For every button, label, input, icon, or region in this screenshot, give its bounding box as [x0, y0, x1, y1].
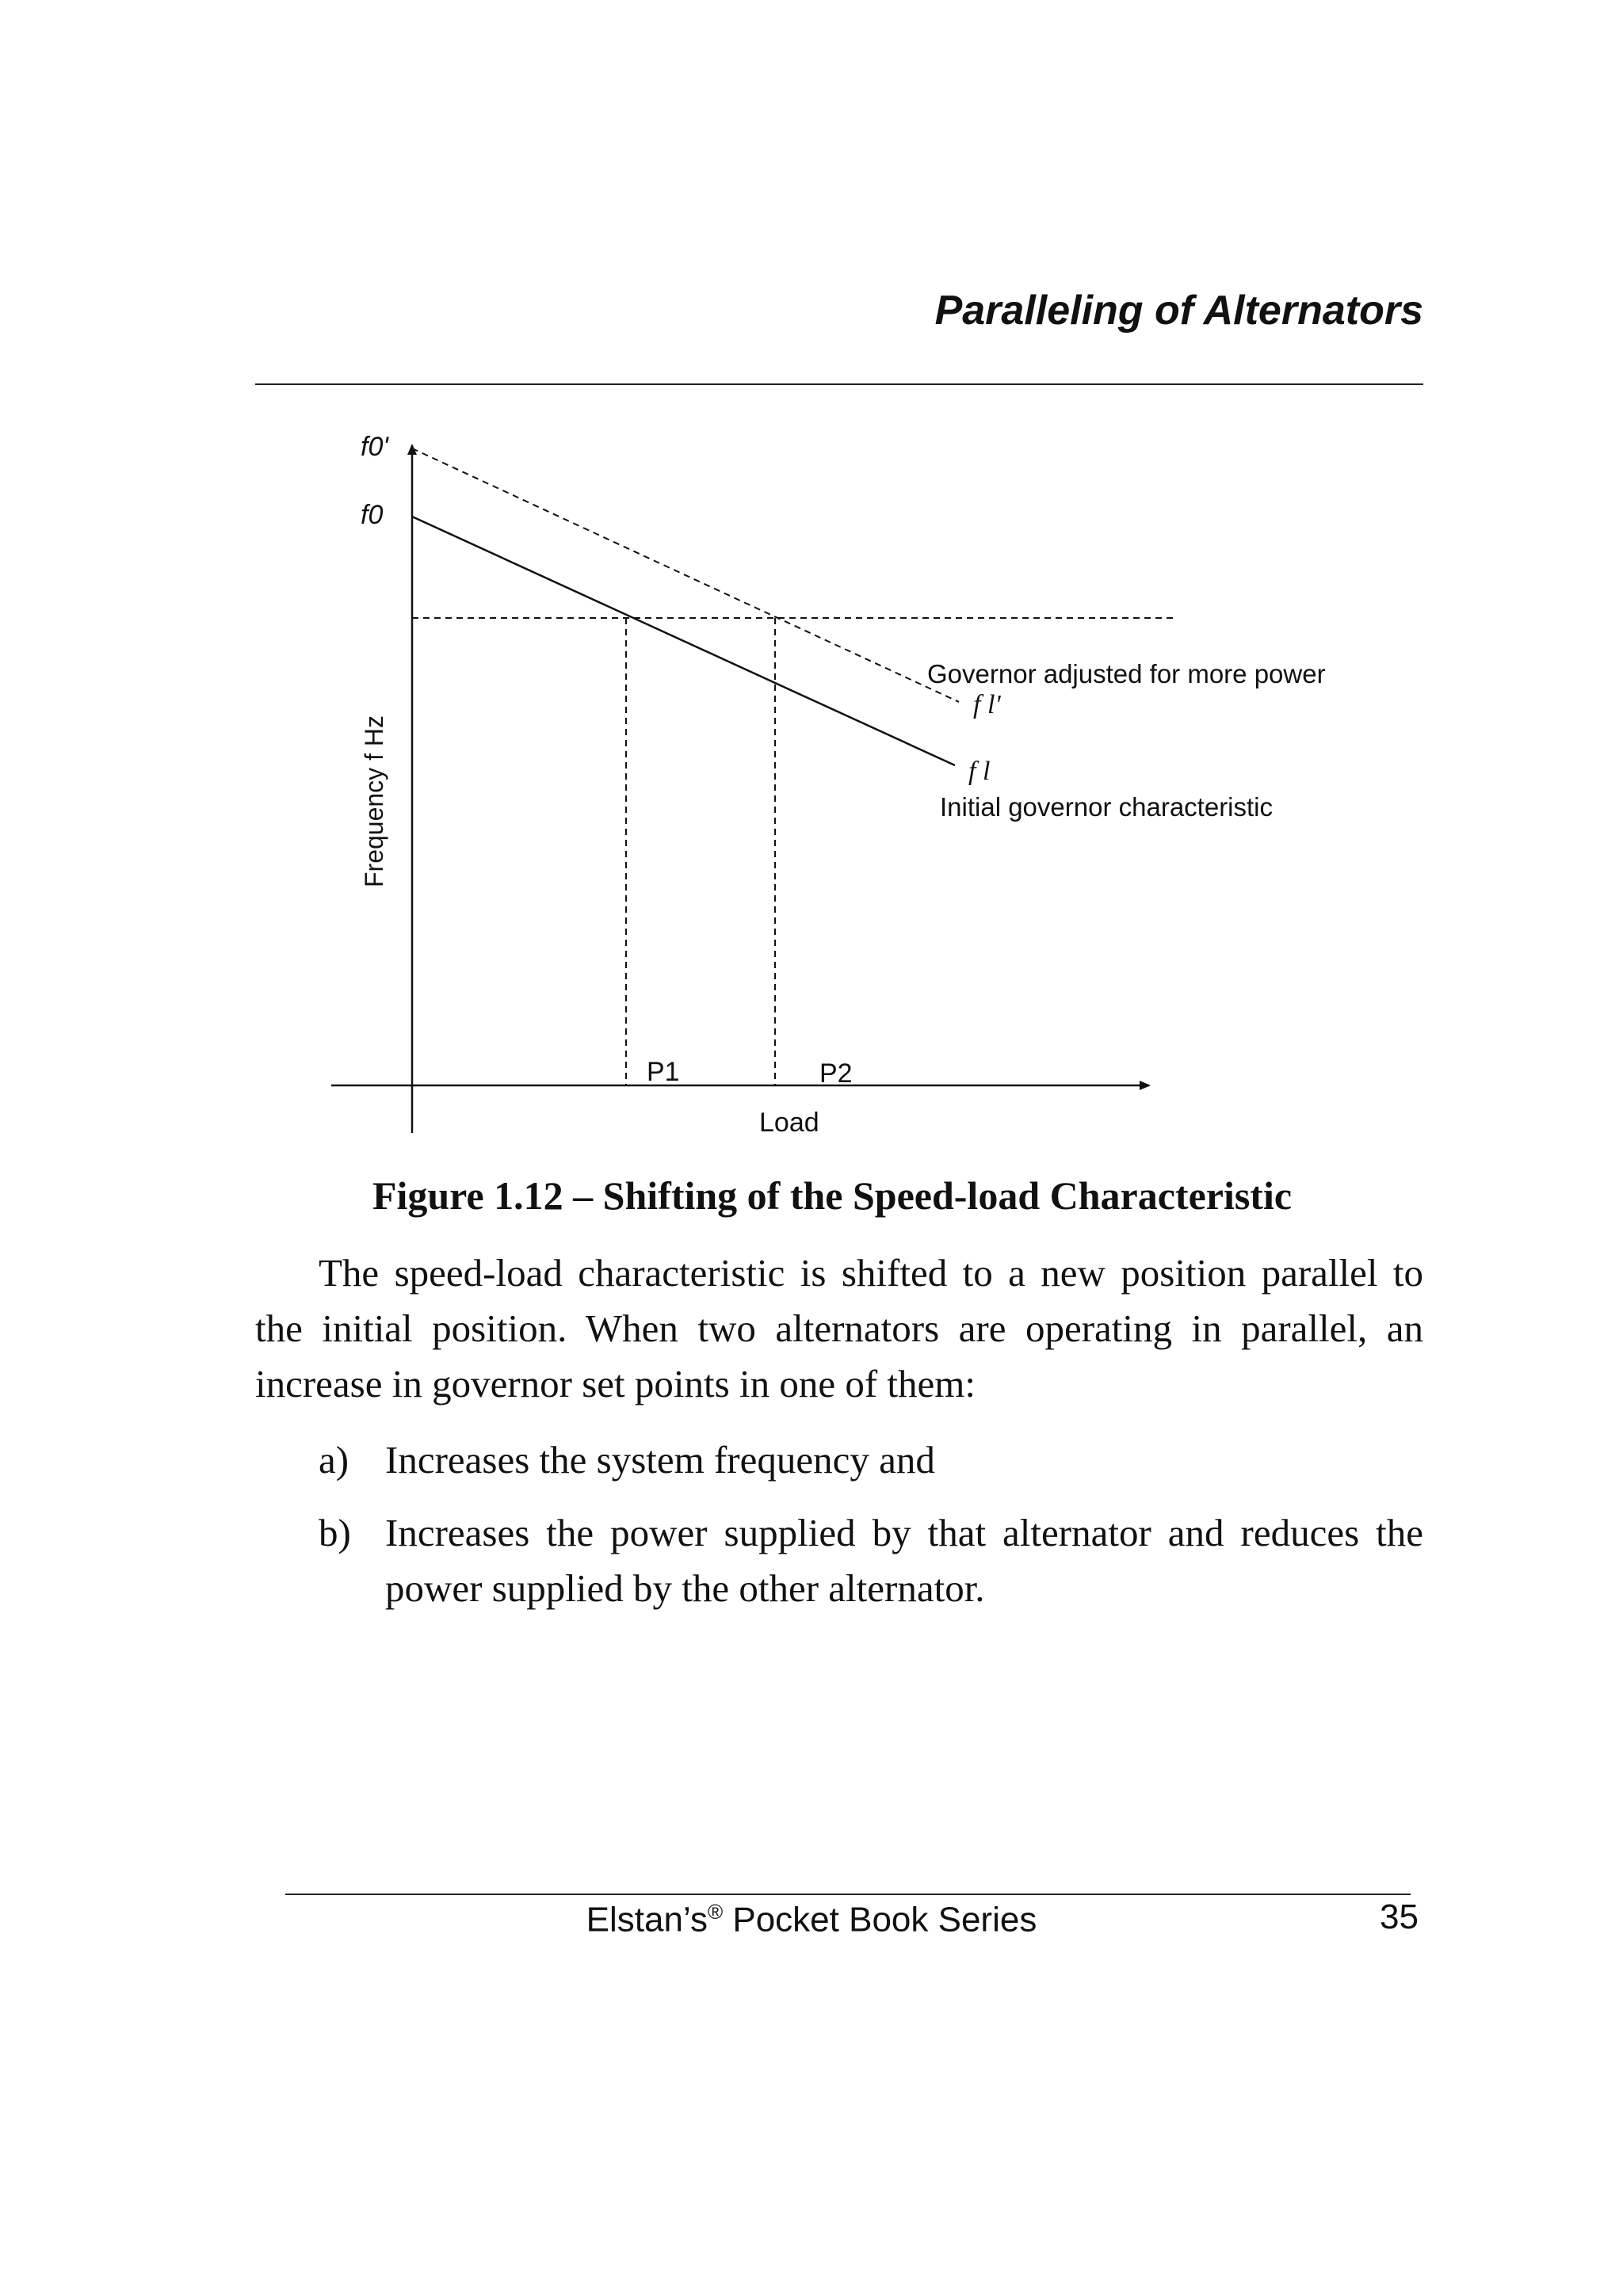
f0-prime-label: f0' — [361, 432, 388, 462]
initial-characteristic-line — [412, 517, 955, 765]
list-text: Increases the system frequency and — [385, 1438, 935, 1482]
footer-rule — [285, 1894, 1411, 1895]
initial-line-caption: Initial governor characteristic — [940, 792, 1274, 822]
p1-label: P1 — [647, 1057, 680, 1087]
body-paragraph: The speed-load characteristic is shifted to a new position parallel to the initial position. When two alternators are operating in parallel, an increase in governor set points in one of them: — [255, 1251, 1423, 1405]
fl-label: f l — [968, 757, 991, 786]
x-axis-title: Load — [759, 1108, 819, 1138]
list-item — [319, 1432, 1423, 1488]
list-text: Increases the power supplied by that alternator and reduces the power supplied by the other alternator. — [385, 1511, 1423, 1610]
running-title: Paralleling of Alternators — [934, 288, 1423, 334]
p2-label: P2 — [819, 1058, 853, 1089]
series-suffix: Pocket Book Series — [732, 1900, 1037, 1939]
figure-caption: Figure 1.12 – Shifting of the Speed-load Characteristic — [372, 1173, 1293, 1218]
list-marker: a) — [319, 1438, 349, 1482]
adjusted-characteristic-line — [412, 448, 959, 702]
y-axis-title: Frequency f Hz — [360, 715, 388, 887]
page-number: 35 — [1380, 1897, 1419, 1936]
list-marker: b) — [319, 1511, 351, 1554]
fl-prime-label: f l' — [973, 690, 1001, 719]
registered-mark: ® — [707, 1900, 724, 1924]
series-name: Elstan’s — [586, 1900, 708, 1939]
adjusted-line-caption: Governor adjusted for more power — [927, 659, 1326, 688]
f0-label: f0 — [361, 500, 384, 530]
list-item — [319, 1505, 1423, 1616]
